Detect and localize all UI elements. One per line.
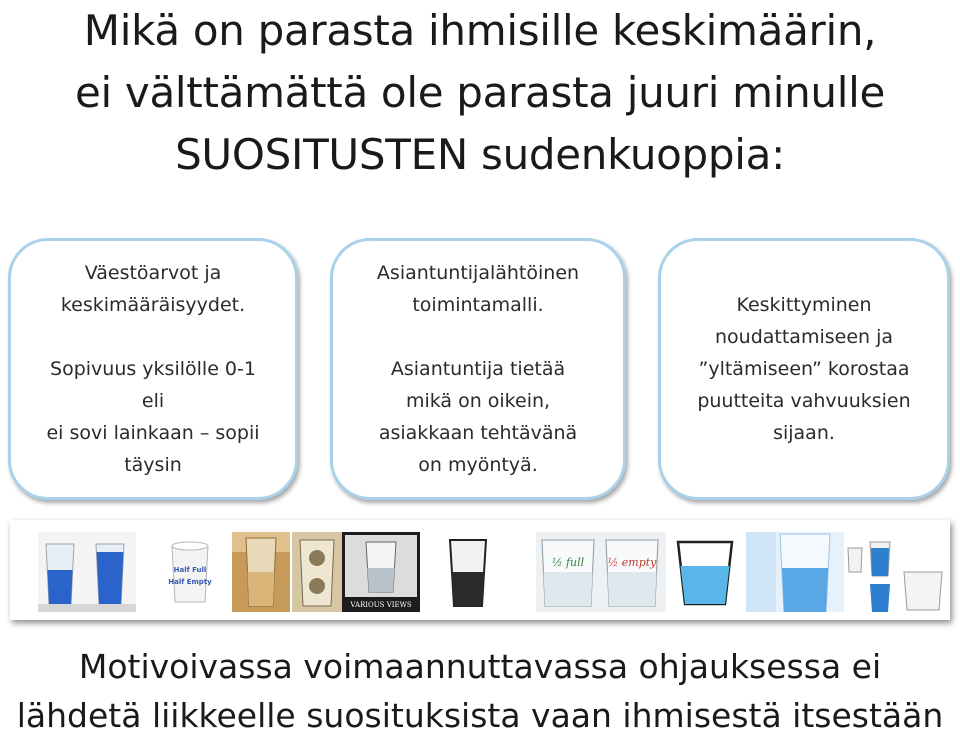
- box3-line: ”yltämiseen” korostaa: [698, 358, 910, 380]
- cartoon-glass-image: [666, 532, 744, 612]
- box2-line: Asiantuntija tietää: [390, 358, 566, 380]
- box1-line: eli: [141, 390, 165, 412]
- cup-label-bottom: Half Empty: [168, 578, 212, 586]
- box2-line: mikä on oikein,: [405, 390, 551, 412]
- box2-line: Asiantuntijalähtöinen: [376, 262, 580, 284]
- box1-line: Väestöarvot ja: [84, 262, 222, 284]
- amber-glass-image: [232, 532, 290, 612]
- box3-line: noudattamiseen ja: [714, 326, 894, 348]
- info-box-compliance-focus: [658, 238, 950, 500]
- title-line-3: SUOSITUSTEN sudenkuoppia:: [175, 130, 785, 179]
- box1-line: ei sovi lainkaan – sopii: [46, 422, 260, 444]
- info-box-expert-model: [330, 238, 626, 500]
- empty-label: ½ empty: [607, 556, 657, 569]
- box3-line: Keskittyminen: [736, 294, 872, 316]
- various-views-image: [342, 532, 420, 612]
- glass-images-strip: [10, 520, 950, 620]
- half-full-half-empty-glasses-image: [536, 532, 666, 612]
- full-label: ½ full: [551, 556, 585, 569]
- box3-line: puutteita vahvuuksien: [697, 390, 911, 412]
- box2-line: asiakkaan tehtävänä: [378, 422, 578, 444]
- half-full-half-empty-cup-image: [166, 532, 214, 612]
- conclusion-line-1: Motivoivassa voimaannuttavassa ohjauksessa ei: [78, 647, 882, 686]
- box3-line: sijaan.: [773, 422, 835, 444]
- title-line-2: ei välttämättä ole parasta juuri minulle: [74, 68, 886, 117]
- info-box-population-averages: [8, 238, 298, 500]
- bw-glass-image: [428, 532, 508, 612]
- shot-glasses-image: [846, 532, 946, 612]
- thumbs-up-down-image: [292, 532, 342, 612]
- box1-line: täysin: [124, 454, 182, 476]
- box2-line: on myöntyä.: [418, 454, 538, 476]
- box1-line: keskimääräisyydet.: [60, 294, 246, 316]
- various-views-label: VARIOUS VIEWS: [350, 601, 412, 609]
- cup-label-top: Half Full: [173, 566, 207, 574]
- box1-line: Sopivuus yksilölle 0-1: [50, 358, 256, 380]
- blue-water-glass-image: [746, 532, 844, 612]
- box2-line: toimintamalli.: [412, 294, 544, 316]
- title-line-1: Mikä on parasta ihmisille keskimäärin,: [83, 6, 877, 55]
- conclusion-line-2: lähdetä liikkeelle suosituksista vaan ihmisestä itsestään: [16, 696, 944, 735]
- two-blue-glasses-image: [38, 532, 136, 612]
